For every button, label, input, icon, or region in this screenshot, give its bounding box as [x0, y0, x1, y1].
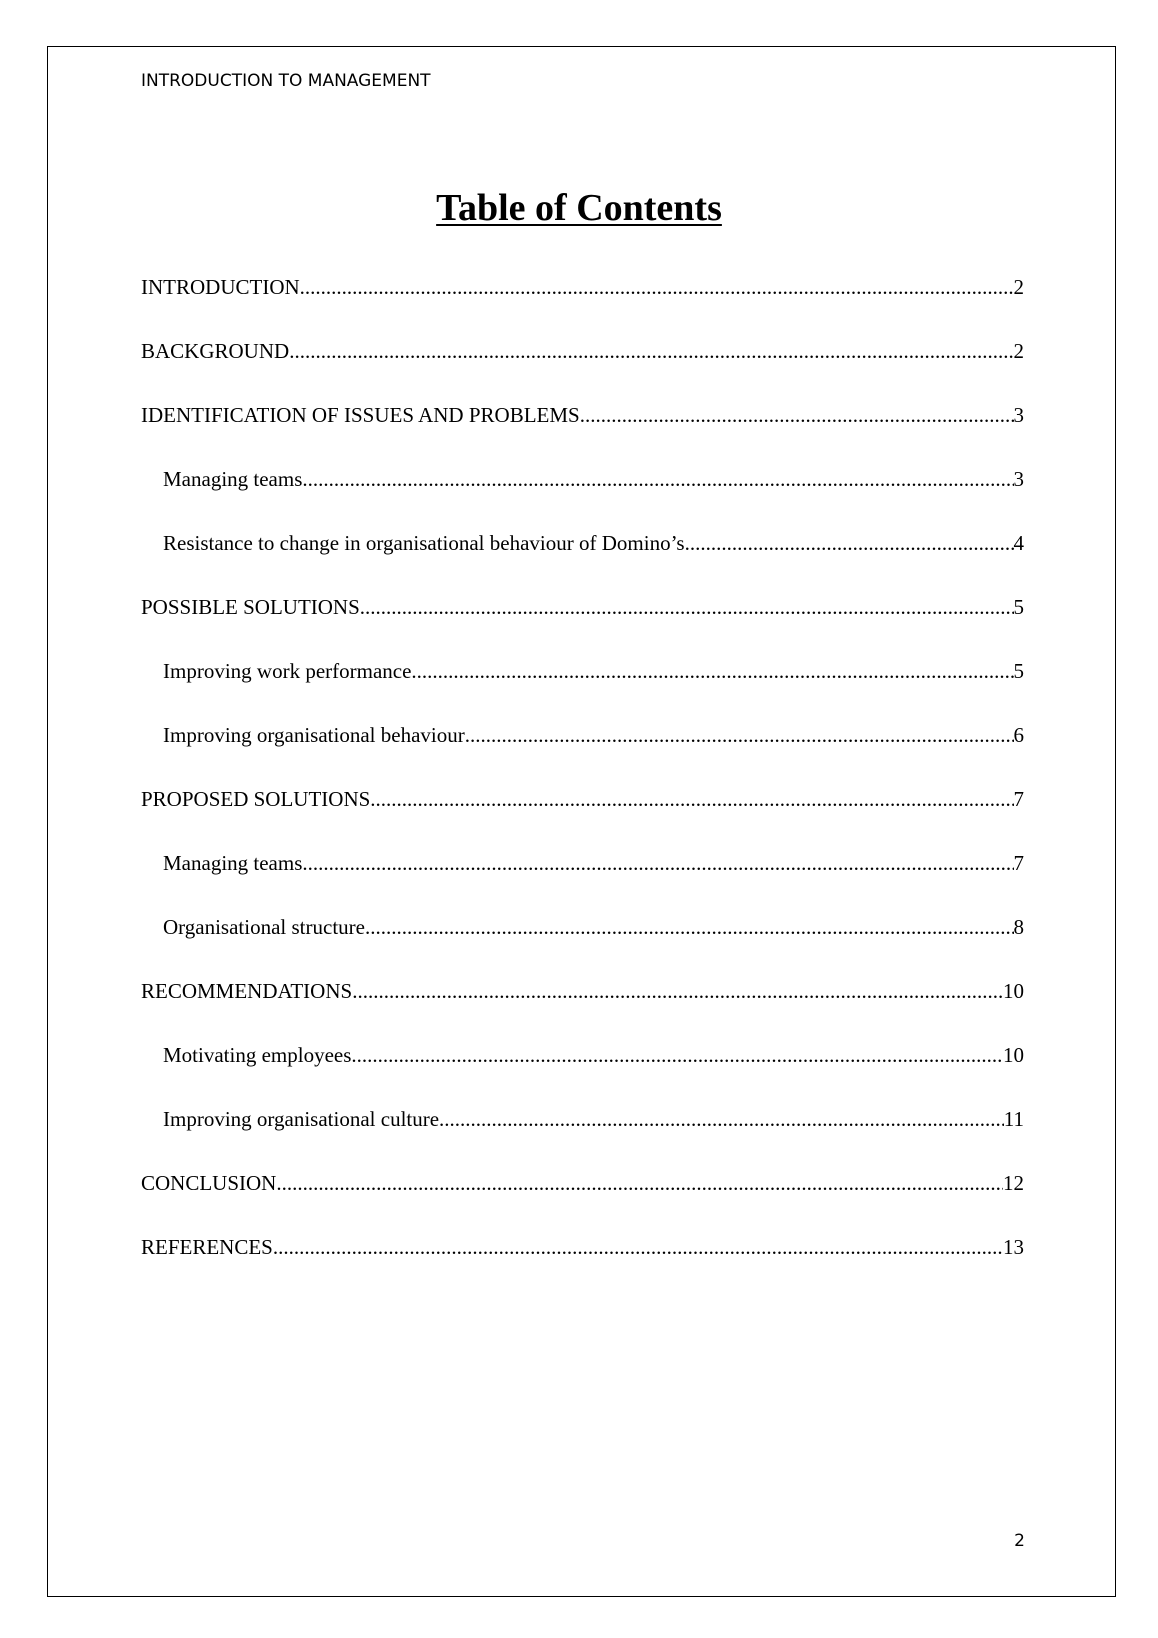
toc-entry-label: Improving organisational behaviour: [163, 723, 465, 747]
toc-entry-label: INTRODUCTION: [141, 275, 300, 299]
toc-entry-label: Organisational structure: [163, 915, 365, 939]
toc-entry-label: IDENTIFICATION OF ISSUES AND PROBLEMS: [141, 403, 580, 427]
dot-leader: [370, 787, 1013, 812]
toc-title: Table of Contents: [436, 187, 722, 229]
dot-leader: [580, 403, 1014, 428]
toc-entry-label: CONCLUSION: [141, 1171, 277, 1195]
toc-entry-label: Motivating employees: [163, 1043, 352, 1067]
toc-entry-label: Improving work performance: [163, 659, 412, 683]
toc-entry[interactable]: [141, 1171, 1024, 1235]
toc-entry-page: 12: [1003, 1171, 1024, 1195]
toc-entry-page: 7: [1013, 851, 1024, 875]
running-header: INTRODUCTION TO MANAGEMENT: [141, 71, 431, 91]
dot-leader: [465, 723, 1014, 748]
toc-entry[interactable]: [141, 979, 1024, 1043]
toc-entry-page: 6: [1013, 723, 1024, 747]
toc-entry-page: 13: [1003, 1235, 1024, 1259]
toc-entry[interactable]: [141, 787, 1024, 851]
toc-entry-page: 4: [1013, 531, 1024, 555]
table-of-contents: [141, 275, 1024, 1299]
toc-entry-label: POSSIBLE SOLUTIONS: [141, 595, 360, 619]
toc-subentry[interactable]: [141, 531, 1024, 595]
toc-entry-page: 10: [1003, 1043, 1024, 1067]
dot-leader: [273, 1235, 1003, 1260]
toc-entry-page: 3: [1013, 467, 1024, 491]
toc-entry[interactable]: [141, 595, 1024, 659]
dot-leader: [302, 467, 1013, 492]
dot-leader: [360, 595, 1014, 620]
toc-subentry[interactable]: [141, 915, 1024, 979]
dot-leader: [411, 659, 1013, 684]
toc-entry-label: PROPOSED SOLUTIONS: [141, 787, 371, 811]
toc-entry-page: 7: [1013, 787, 1024, 811]
toc-entry-label: Managing teams: [163, 467, 303, 491]
dot-leader: [685, 531, 1014, 556]
toc-entry-page: 11: [1003, 1107, 1024, 1131]
toc-entry-page: 2: [1013, 275, 1024, 299]
toc-subentry[interactable]: [141, 1043, 1024, 1107]
toc-subentry[interactable]: [141, 1107, 1024, 1171]
dot-leader: [300, 275, 1014, 300]
dot-leader: [302, 851, 1013, 876]
dot-leader: [352, 979, 1003, 1004]
toc-entry[interactable]: [141, 339, 1024, 403]
toc-subentry[interactable]: [141, 851, 1024, 915]
toc-entry[interactable]: [141, 275, 1024, 339]
toc-subentry[interactable]: [141, 723, 1024, 787]
dot-leader: [276, 1171, 1003, 1196]
toc-entry-label: REFERENCES: [141, 1235, 273, 1259]
toc-entry-page: 10: [1003, 979, 1024, 1003]
toc-subentry[interactable]: [141, 467, 1024, 531]
toc-entry-label: Resistance to change in organisational behaviour of Domino’s: [163, 531, 685, 555]
toc-entry-label: Managing teams: [163, 851, 303, 875]
dot-leader: [351, 1043, 1003, 1068]
dot-leader: [439, 1107, 1004, 1132]
toc-entry-label: RECOMMENDATIONS: [141, 979, 353, 1003]
toc-entry[interactable]: [141, 1235, 1024, 1299]
toc-subentry[interactable]: [141, 659, 1024, 723]
toc-entry-page: 3: [1013, 403, 1024, 427]
toc-entry-page: 5: [1013, 595, 1024, 619]
toc-entry-page: 5: [1013, 659, 1024, 683]
dot-leader: [289, 339, 1013, 364]
page-number: 2: [1014, 1531, 1025, 1551]
toc-entry-label: Improving organisational culture: [163, 1107, 440, 1131]
dot-leader: [365, 915, 1014, 940]
toc-entry[interactable]: [141, 403, 1024, 467]
toc-entry-page: 8: [1013, 915, 1024, 939]
toc-entry-page: 2: [1013, 339, 1024, 363]
toc-entry-label: BACKGROUND: [141, 339, 290, 363]
